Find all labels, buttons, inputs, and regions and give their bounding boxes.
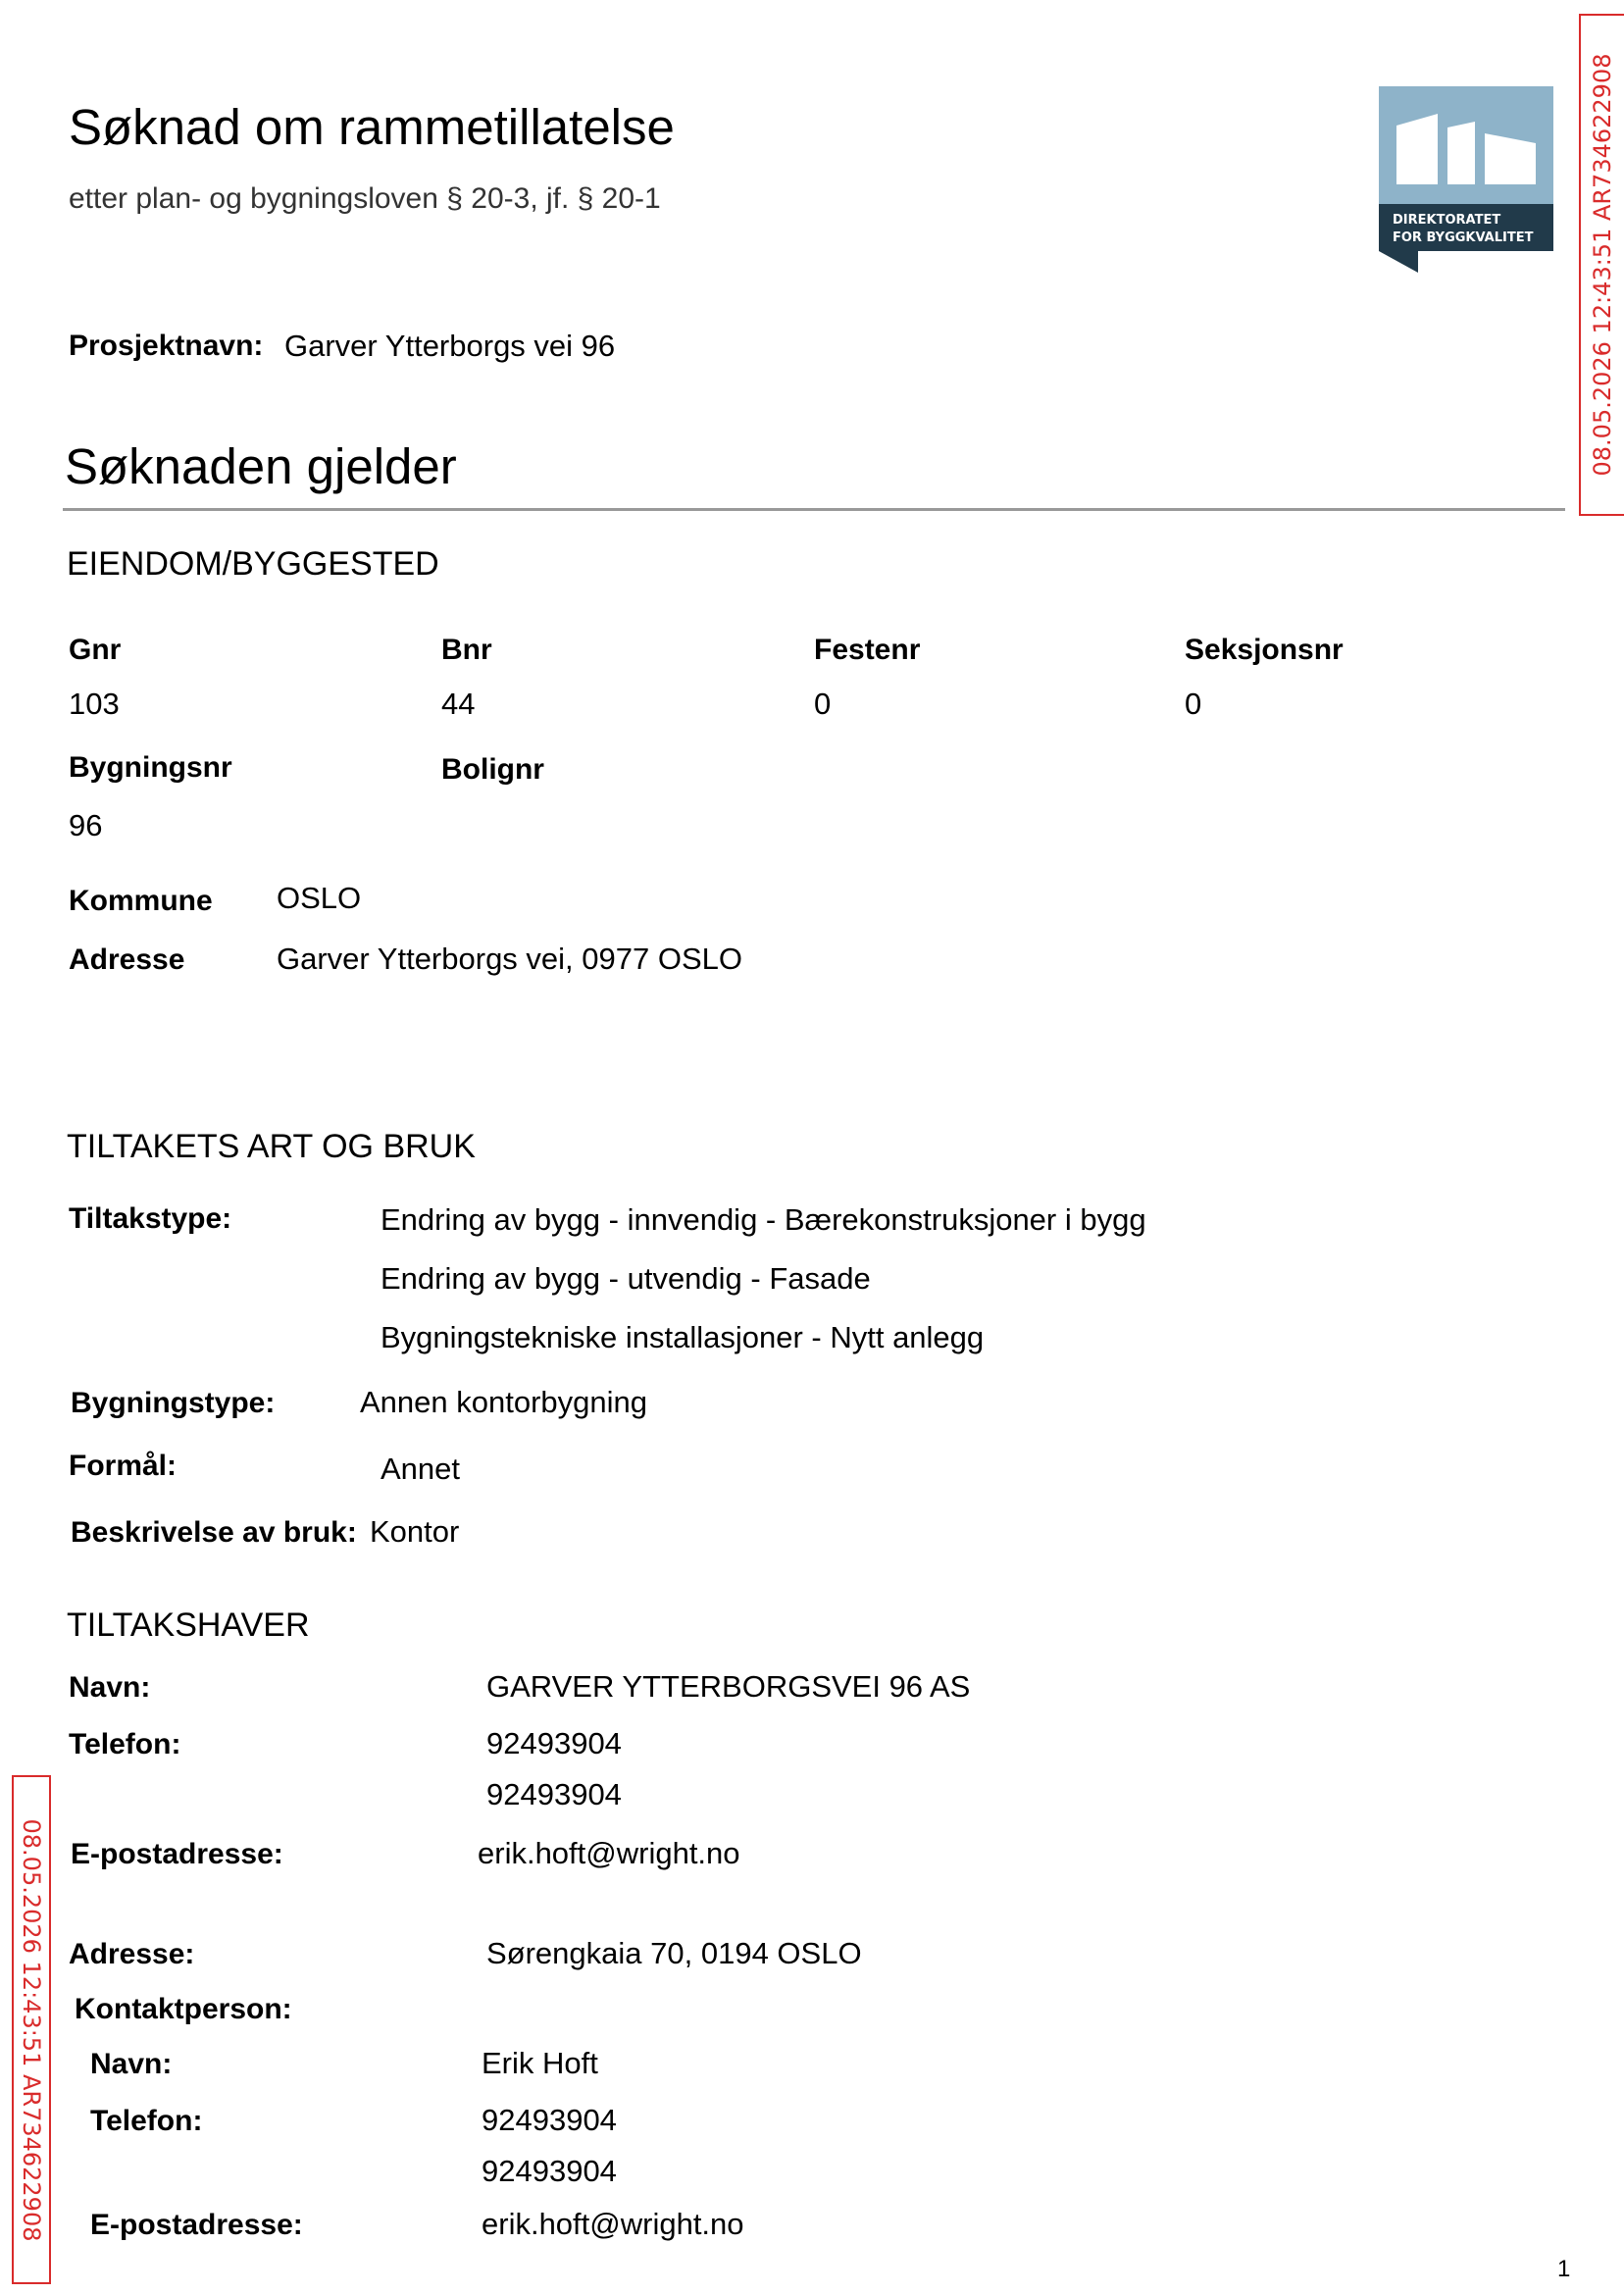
bolignr-label: Bolignr xyxy=(441,753,544,786)
adresse-label: Adresse xyxy=(69,943,185,976)
section-divider xyxy=(63,508,1565,511)
tiltakshaver-adresse-value: Sørengkaia 70, 0194 OSLO xyxy=(486,1936,862,1970)
tiltakstype-item: Endring av bygg - innvendig - Bærekonstruksjoner i bygg xyxy=(381,1202,1146,1237)
page-number: 1 xyxy=(1557,2256,1571,2282)
timestamp-text-top: 08.05.2026 12:43:51 AR734622908 xyxy=(1589,53,1616,477)
document-title: Søknad om rammetillatelse xyxy=(69,99,675,155)
tiltakshaver-telefon-value: 92493904 xyxy=(486,1726,622,1760)
timestamp-text-left: 08.05.2026 12:43:51 AR734622908 xyxy=(18,1818,45,2241)
seksjonsnr-value: 0 xyxy=(1185,687,1202,721)
svg-text:DIREKTORATET: DIREKTORATET xyxy=(1393,213,1501,228)
timestamp-stamp-left xyxy=(12,1775,51,2284)
bygningsnr-value: 96 xyxy=(69,808,103,842)
tiltakshaver-telefon-label: Telefon: xyxy=(69,1728,181,1760)
kontakt-epost-label: E-postadresse: xyxy=(90,2209,303,2241)
svg-text:FOR BYGGKVALITET: FOR BYGGKVALITET xyxy=(1393,230,1534,245)
kontakt-telefon-value: 92493904 xyxy=(482,2103,617,2137)
section-heading: Søknaden gjelder xyxy=(65,438,457,494)
kontakt-telefon-label: Telefon: xyxy=(90,2105,203,2137)
eiendom-heading: EIENDOM/BYGGESTED xyxy=(67,545,439,583)
kommune-value: OSLO xyxy=(277,881,362,915)
bnr-label: Bnr xyxy=(441,634,492,666)
kontaktperson-label: Kontaktperson: xyxy=(75,1993,292,2025)
bygningstype-label: Bygningstype: xyxy=(71,1387,276,1419)
kommune-label: Kommune xyxy=(69,885,213,917)
bygningsnr-label: Bygningsnr xyxy=(69,751,232,784)
formal-value: Annet xyxy=(381,1452,461,1486)
tiltakstype-item: Endring av bygg - utvendig - Fasade xyxy=(381,1261,871,1296)
festenr-value: 0 xyxy=(814,687,832,721)
bnr-value: 44 xyxy=(441,687,476,721)
dibk-logo-icon xyxy=(1379,86,1553,273)
tiltakshaver-adresse-label: Adresse: xyxy=(69,1938,195,1970)
festenr-label: Festenr xyxy=(814,634,921,666)
document-subtitle: etter plan- og bygningsloven § 20-3, jf. § 20-1 xyxy=(69,182,661,215)
tiltakstype-label: Tiltakstype: xyxy=(69,1202,232,1235)
beskrivelse-label: Beskrivelse av bruk: xyxy=(71,1516,357,1549)
kontakt-navn-label: Navn: xyxy=(90,2048,173,2080)
tiltakshaver-navn-label: Navn: xyxy=(69,1671,151,1704)
tiltakstype-item: Bygningstekniske installasjoner - Nytt anlegg xyxy=(381,1320,985,1354)
tiltakshaver-epost-value: erik.hoft@wright.no xyxy=(478,1836,740,1870)
dibk-logo xyxy=(1379,86,1553,273)
project-name-value: Garver Ytterborgs vei 96 xyxy=(284,329,616,363)
gnr-value: 103 xyxy=(69,687,120,721)
timestamp-stamp-top xyxy=(1579,14,1624,516)
tiltak-heading: TILTAKETS ART OG BRUK xyxy=(67,1128,476,1165)
seksjonsnr-label: Seksjonsnr xyxy=(1185,634,1344,666)
formal-label: Formål: xyxy=(69,1450,178,1482)
bygningstype-value: Annen kontorbygning xyxy=(360,1385,648,1419)
gnr-label: Gnr xyxy=(69,634,122,666)
adresse-value: Garver Ytterborgs vei, 0977 OSLO xyxy=(277,942,742,976)
tiltakshaver-heading: TILTAKSHAVER xyxy=(67,1606,310,1644)
tiltakshaver-telefon-value: 92493904 xyxy=(486,1777,622,1811)
kontakt-epost-value: erik.hoft@wright.no xyxy=(482,2207,744,2241)
project-name-label: Prosjektnavn: xyxy=(69,330,264,362)
kontakt-navn-value: Erik Hoft xyxy=(482,2046,598,2080)
beskrivelse-value: Kontor xyxy=(370,1514,460,1549)
tiltakshaver-epost-label: E-postadresse: xyxy=(71,1838,283,1870)
kontakt-telefon-value: 92493904 xyxy=(482,2154,617,2188)
tiltakshaver-navn-value: GARVER YTTERBORGSVEI 96 AS xyxy=(486,1669,971,1704)
